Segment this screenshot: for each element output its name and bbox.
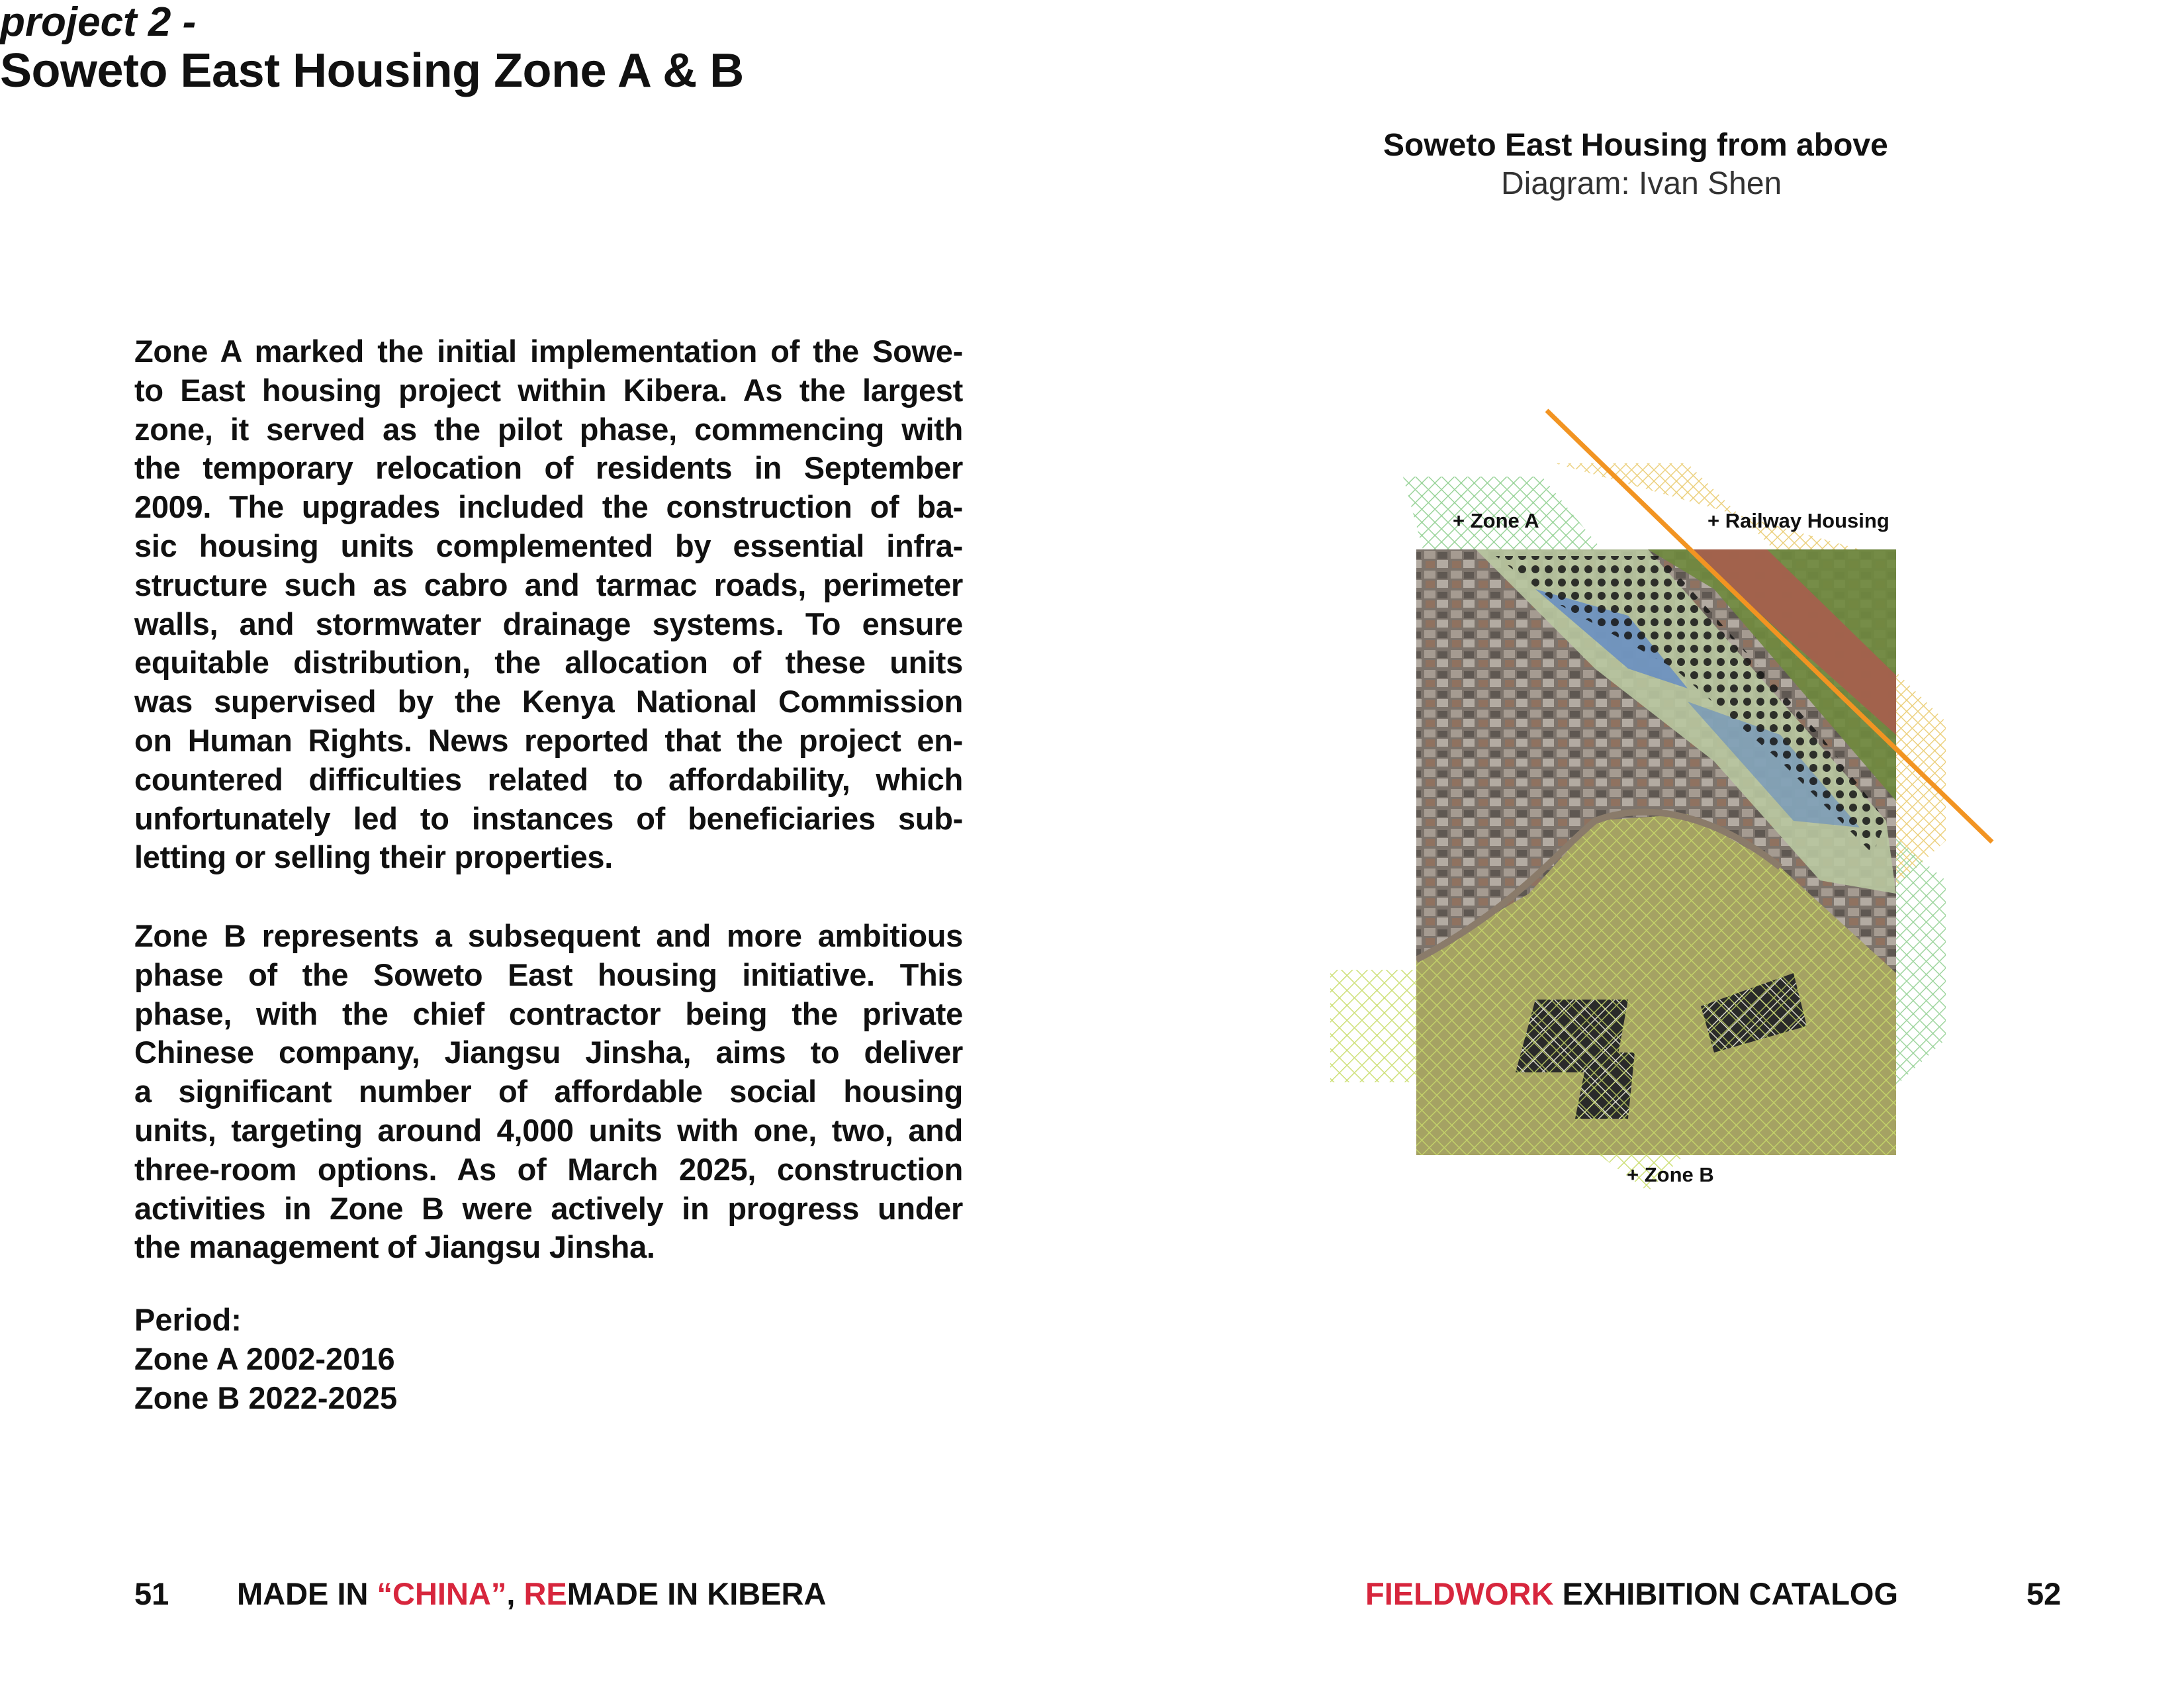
paragraph-line: unfortunately led to instances of beneficiaries sub-: [134, 800, 963, 836]
footer-left-suffix: MADE IN KIBERA: [567, 1576, 827, 1611]
project-kicker: project 2 -: [0, 0, 197, 45]
paragraph-line: structure such as cabro and tarmac roads, perimeter: [134, 567, 963, 602]
footer-left-re: RE: [523, 1576, 567, 1611]
paragraph-line: sic housing units complemented by essential infra-: [134, 528, 963, 563]
paragraph-line: countered difficulties related to affordability, which: [134, 761, 963, 797]
period-zone-b: Zone B 2022-2025: [134, 1380, 398, 1415]
site-diagram: [1317, 391, 2005, 1205]
paragraph-line: phase of the Soweto East housing initiative. This: [134, 957, 963, 992]
footer-left-prefix: MADE IN: [237, 1576, 377, 1611]
period-zone-a: Zone A 2002-2016: [134, 1340, 395, 1376]
paragraph-line: Zone A marked the initial implementation of the Sowe-: [134, 334, 963, 369]
page-title: Soweto East Housing Zone A & B: [0, 44, 744, 98]
paragraph-line: a significant number of affordable social housing: [134, 1074, 963, 1109]
zone-b-paragraph: [134, 917, 963, 1267]
page-number-right: 52: [2026, 1576, 2062, 1611]
paragraph-line: letting or selling their properties.: [134, 839, 614, 875]
paragraph-line: the temporary relocation of residents in September: [134, 450, 963, 486]
zone-a-paragraph: [134, 332, 963, 877]
paragraph-line: equitable distribution, the allocation of these units: [134, 645, 963, 680]
footer-left-title: [237, 1575, 826, 1612]
period-label: Period:: [134, 1302, 242, 1337]
footer-right-suffix: EXHIBITION CATALOG: [1553, 1576, 1899, 1611]
period-block: [134, 1301, 397, 1417]
paragraph-line: three-room options. As of March 2025, construction: [134, 1151, 963, 1187]
footer-right-fieldwork: FIELDWORK: [1365, 1576, 1554, 1611]
paragraph-line: units, targeting around 4,000 units with one, two, and: [134, 1112, 963, 1148]
railway-housing-label: + Railway Housing: [1707, 509, 1889, 532]
page-number-left: 51: [134, 1576, 169, 1611]
paragraph-line: phase, with the chief contractor being the private: [134, 996, 963, 1031]
paragraph-line: on Human Rights. News reported that the project en-: [134, 722, 963, 758]
footer-right-title: [1365, 1575, 1898, 1612]
footer-left-china: “CHINA”: [377, 1576, 507, 1611]
paragraph-line: was supervised by the Kenya National Commission: [134, 684, 963, 720]
aerial-photo: [1416, 549, 1896, 1155]
zone-a-label: + Zone A: [1453, 509, 1539, 532]
figure-caption-title: Soweto East Housing from above: [1383, 128, 1888, 163]
zone-b-hatch-left: [1330, 970, 1416, 1082]
paragraph-line: the management of Jiangsu Jinsha.: [134, 1229, 655, 1265]
zone-b-label: + Zone B: [1627, 1163, 1714, 1186]
paragraph-line: to East housing project within Kibera. As the largest: [134, 372, 963, 408]
paragraph-line: Chinese company, Jiangsu Jinsha, aims to deliver: [134, 1035, 963, 1070]
paragraph-line: 2009. The upgrades included the construction of ba-: [134, 489, 963, 525]
paragraph-line: walls, and stormwater drainage systems. To ensure: [134, 606, 963, 641]
footer-left-comma: ,: [506, 1576, 524, 1611]
paragraph-line: activities in Zone B were actively in progress under: [134, 1190, 963, 1226]
figure-caption-credit: Diagram: Ivan Shen: [1501, 166, 1782, 201]
paragraph-line: zone, it served as the pilot phase, commencing with: [134, 411, 963, 447]
paragraph-line: Zone B represents a subsequent and more ambitious: [134, 918, 963, 953]
